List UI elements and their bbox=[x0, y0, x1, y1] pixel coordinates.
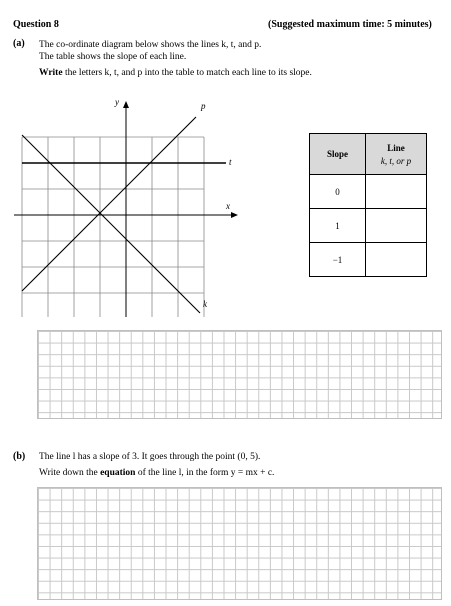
part-b-line2 bbox=[39, 467, 274, 479]
answer-grid-a[interactable] bbox=[37, 330, 442, 419]
question-title: Question 8 bbox=[13, 19, 59, 30]
slope-table-header bbox=[310, 134, 427, 175]
label-k: k bbox=[203, 299, 207, 309]
instruction-rest: the letters k, t, and p into the table to match each line to its slope. bbox=[62, 68, 312, 78]
slope-value: 1 bbox=[310, 209, 366, 243]
label-y: y bbox=[115, 97, 119, 107]
part-a-line2: The table shows the slope of each line. bbox=[39, 52, 187, 62]
slope-value: −1 bbox=[310, 243, 366, 277]
line-answer-cell[interactable] bbox=[366, 175, 427, 209]
table-row bbox=[310, 175, 427, 209]
answer-grid-b[interactable] bbox=[37, 487, 442, 600]
part-a-instruction bbox=[39, 67, 312, 79]
header-line-cell bbox=[366, 134, 427, 175]
label-p: p bbox=[201, 101, 206, 111]
part-b-label: (b) bbox=[13, 451, 26, 462]
line-k bbox=[22, 135, 200, 313]
label-x: x bbox=[226, 201, 230, 211]
instruction-bold: Write bbox=[39, 68, 63, 78]
line-answer-cell[interactable] bbox=[366, 243, 427, 277]
slope-table bbox=[309, 133, 427, 277]
header-slope: Slope bbox=[310, 134, 366, 175]
time-note: (Suggested maximum time: 5 minutes) bbox=[268, 19, 432, 30]
line2-post: of the line l, in the form y = mx + c. bbox=[135, 468, 275, 478]
table-row bbox=[310, 243, 427, 277]
header-line-sub: k, t, or p bbox=[380, 155, 412, 166]
line2-bold: equation bbox=[100, 468, 136, 478]
line2-pre: Write down the bbox=[39, 468, 101, 478]
y-axis-arrow-icon bbox=[123, 101, 129, 108]
x-axis-arrow-icon bbox=[231, 212, 238, 218]
part-a-line1: The co-ordinate diagram below shows the lines k, t, and p. bbox=[39, 40, 262, 50]
part-a-label: (a) bbox=[13, 38, 25, 49]
coordinate-diagram bbox=[0, 95, 260, 325]
slope-value: 0 bbox=[310, 175, 366, 209]
label-t: t bbox=[229, 157, 232, 167]
part-b-line1: The line l has a slope of 3. It goes through the point (0, 5). bbox=[39, 452, 261, 462]
header-line: Line bbox=[387, 142, 405, 153]
table-row bbox=[310, 209, 427, 243]
line-answer-cell[interactable] bbox=[366, 209, 427, 243]
